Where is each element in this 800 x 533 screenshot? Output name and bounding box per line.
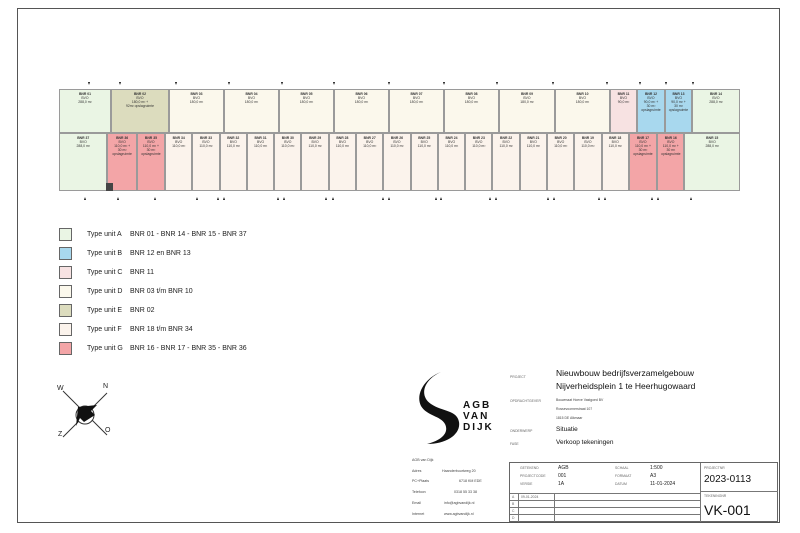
entrance-arrow-icon: [84, 197, 86, 200]
unit-bnr-01: [59, 89, 111, 133]
unit-bnr-27: [356, 133, 383, 191]
unit-area: 180,0 m²: [464, 99, 479, 104]
company-adres: Haanderbuurtweg 20: [442, 469, 476, 473]
unit-name: BNR 30: [281, 136, 294, 140]
logo-mark-icon: [413, 370, 468, 448]
unit-bnr-37: [59, 133, 107, 191]
unit-area: 90,0 m² +: [643, 99, 659, 104]
company-pc-label: PC+Plaats: [412, 479, 430, 483]
entrance-arrow-icon: [332, 197, 334, 200]
legend-units: BNR 02: [130, 306, 155, 314]
unit-area: 110,0 m²: [199, 143, 213, 148]
company-internet[interactable]: www.agbvandijk.nl: [444, 512, 474, 516]
unit-usage: BVO: [366, 139, 374, 144]
unit-usage: BVO: [192, 95, 201, 100]
unit-bnr-16: [657, 133, 684, 191]
unit-area: 288,0 m²: [76, 143, 90, 148]
rev-c: C: [512, 509, 515, 513]
unit-name: BNR 24: [445, 136, 458, 140]
unit-name: BNR 15: [706, 136, 719, 140]
unit-bnr-35: [137, 133, 165, 191]
unit-name: BNR 08: [465, 92, 478, 96]
unit-bnr-32: [220, 133, 247, 191]
unit-bnr-25: [411, 133, 438, 191]
entrance-arrow-icon: [606, 82, 608, 85]
unit-name: BNR 09: [520, 92, 534, 96]
compass-z: Z: [58, 431, 63, 438]
getekend-label: GETEKEND: [520, 466, 539, 470]
company-logo: [413, 370, 503, 450]
unit-bnr-08: [444, 89, 499, 133]
unit-bnr-18: [602, 133, 629, 191]
unit-area: 288,0 m²: [705, 143, 719, 148]
client-label: OPDRACHTGEVER: [510, 399, 541, 403]
unit-extra: 30 m² opslagruimte: [633, 147, 653, 156]
legend-units: BNR 18 t/m BNR 34: [130, 325, 193, 333]
unit-area: 110,0 m²: [390, 143, 404, 148]
floor-plan: [59, 89, 740, 191]
legend-type: Type unit B: [87, 249, 123, 257]
entrance-arrow-icon: [547, 197, 549, 200]
entrance-arrow-icon: [223, 197, 225, 200]
unit-area: 110,0 m²: [581, 143, 595, 148]
unit-bnr-03: [169, 89, 224, 133]
datum: 11-01-2024: [650, 481, 676, 487]
legend-units: BNR 01 - BNR 14 - BNR 15 - BNR 37: [130, 230, 247, 238]
unit-area: 110,0 m²: [281, 143, 295, 148]
entrance-arrow-icon: [277, 197, 279, 200]
entrance-arrow-icon: [217, 197, 219, 200]
unit-name: BNR 16: [664, 136, 677, 140]
tb-divider-h4: [510, 514, 700, 515]
unit-name: BNR 07: [410, 92, 423, 96]
unit-area: 110,0 m²: [253, 143, 268, 148]
unit-usage: BVO: [529, 139, 537, 144]
projectnr-label: PROJECTNR: [704, 466, 725, 470]
unit-name: BNR 12: [644, 92, 658, 96]
unit-area: 180,0 m²: [409, 99, 424, 104]
unit-bnr-19: [574, 133, 601, 191]
entrance-arrow-icon: [388, 82, 390, 85]
entrance-arrow-icon: [325, 197, 327, 200]
unit-name: BNR 27: [363, 136, 376, 140]
unit-area: 110,0 m²: [226, 143, 240, 148]
unit-extra: 30 m² opslagruimte: [668, 103, 689, 112]
company-email-label: Email: [412, 501, 421, 505]
unit-usage: BVO: [79, 139, 87, 144]
legend-type: Type unit F: [87, 325, 122, 333]
company-adres-label: Adres: [412, 469, 422, 473]
unit-name: BNR 04: [245, 92, 258, 96]
tb-divider-v1: [700, 463, 701, 522]
entrance-arrow-icon: [692, 82, 694, 85]
unit-name: BNR 29: [309, 136, 322, 140]
legend-item: [59, 283, 193, 299]
company-name: AGB van Dijk: [412, 458, 434, 462]
entrance-arrow-icon: [440, 197, 442, 200]
unit-area: 180,0 m²: [575, 99, 590, 104]
unit-bnr-34: [165, 133, 192, 191]
schaal: 1:500: [650, 465, 663, 471]
unit-name: BNR 19: [581, 136, 594, 140]
unit-bnr-24: [438, 133, 465, 191]
unit-bnr-17: [629, 133, 657, 191]
unit-area: 110,0 m²: [308, 143, 322, 148]
entrance-arrow-icon: [552, 82, 554, 85]
project-info: [510, 366, 780, 456]
unit-extra: 30 m² opslagruimte: [141, 147, 161, 156]
tb-divider-h3: [510, 507, 700, 508]
unit-name: BNR 06: [355, 92, 368, 96]
unit-usage: BVO: [611, 139, 619, 144]
entrance-arrow-icon: [117, 197, 119, 200]
entrance-arrow-icon: [382, 197, 384, 200]
unit-usage: BVO: [393, 139, 401, 144]
unit-usage: BVO: [118, 139, 126, 144]
unit-usage: BVO: [467, 95, 476, 100]
unit-area: 180,0 m²: [299, 99, 314, 104]
unit-usage: BVO: [284, 139, 292, 144]
unit-name: BNR 26: [390, 136, 403, 140]
tekeningnr-label: TEKENINGNR: [704, 494, 727, 498]
unit-bnr-28: [329, 133, 356, 191]
unit-usage: BVO: [229, 139, 237, 144]
legend-item: [59, 264, 154, 280]
unit-area: 180,0 m²: [520, 99, 534, 104]
unit-area: 180,0 m²: [189, 99, 204, 104]
entrance-arrow-icon: [690, 197, 692, 200]
compass-o: O: [105, 427, 111, 434]
client-2: Rossevoornerstraat 107: [556, 407, 593, 411]
getekend: AGB: [558, 465, 569, 471]
legend-units: BNR 11: [130, 268, 154, 276]
unit-name: BNR 14: [709, 92, 723, 96]
entrance-arrow-icon: [657, 197, 659, 200]
unit-bnr-31: [247, 133, 274, 191]
unit-usage: BVO: [639, 139, 647, 144]
unit-usage: BVO: [447, 139, 456, 144]
unit-area: 110,0 m²: [554, 143, 568, 148]
tb-divider-h1: [510, 493, 700, 494]
entrance-arrow-icon: [604, 197, 606, 200]
unit-area: 288,0 m²: [78, 99, 92, 104]
unit-extra: 30 m² opslagruimte: [112, 147, 132, 156]
entrance-arrow-icon: [639, 82, 641, 85]
entrance-arrow-icon: [154, 197, 156, 200]
entrance-arrow-icon: [443, 82, 445, 85]
unit-usage: BVO: [338, 139, 346, 144]
unit-bnr-06: [334, 89, 389, 133]
versie-label: VERSIE: [520, 482, 533, 486]
unit-usage: BVO: [708, 139, 716, 144]
unit-name: BNR 22: [500, 136, 513, 140]
entrance-arrow-icon: [489, 197, 491, 200]
unit-bnr-04: [224, 89, 279, 133]
unit-name: BNR 03: [190, 92, 203, 96]
unit-bnr-05: [279, 89, 334, 133]
unit-area: 180,0 m²: [354, 99, 369, 104]
tb-divider-h2: [510, 500, 700, 501]
tb-divider-h5: [700, 491, 778, 492]
unit-area: 110,0 m² +: [634, 143, 652, 148]
unit-usage: BVO: [475, 139, 483, 144]
unit-usage: BVO: [584, 139, 592, 144]
legend-swatch: [59, 285, 72, 298]
unit-bnr-21: [520, 133, 547, 191]
unit-bnr-26: [383, 133, 410, 191]
unit-usage: BVO: [147, 139, 155, 144]
unit-bnr-20: [547, 133, 574, 191]
unit-area: 110,0 m²: [335, 143, 349, 148]
unit-area: 110,0 m²: [363, 143, 377, 148]
unit-name: BNR 21: [527, 136, 540, 140]
corner-marker: [106, 183, 113, 191]
unit-name: BNR 32: [227, 136, 240, 140]
unit-name: BNR 18: [609, 136, 622, 140]
client-3: 1815 DE Alkmaar: [556, 416, 583, 420]
unit-name: BNR 13: [672, 92, 685, 96]
unit-area: 110,0 m²: [526, 143, 540, 148]
projectcode: 001: [558, 473, 567, 479]
unit-bnr-15: [684, 133, 740, 191]
title-block: [509, 462, 778, 522]
legend-type: Type unit A: [87, 230, 122, 238]
legend-item: [59, 245, 191, 261]
unit-bnr-23: [465, 133, 492, 191]
unit-area: 110,0 m²: [499, 143, 513, 148]
rev-a: A: [512, 495, 515, 499]
unit-usage: BVO: [247, 95, 256, 100]
phase: Verkoop tekeningen: [556, 439, 614, 446]
unit-usage: BVO: [523, 95, 531, 100]
unit-usage: BVO: [412, 95, 421, 100]
unit-area: 110,0 m² +: [662, 143, 679, 148]
unit-area: 110,0 m² +: [114, 143, 131, 148]
unit-name: BNR 35: [144, 136, 157, 140]
versie: 1A: [558, 481, 565, 487]
company-pc: 6718 KM EDE: [459, 479, 482, 483]
legend-type: Type unit C: [87, 268, 123, 276]
unit-bnr-11: [610, 89, 637, 133]
unit-usage: BVO: [502, 139, 510, 144]
unit-usage: BVO: [647, 95, 655, 100]
projectcode-label: PROJECTCODE: [520, 474, 546, 478]
legend-type: Type unit G: [87, 344, 123, 352]
entrance-arrow-icon: [283, 197, 285, 200]
schaal-label: SCHAAL: [615, 466, 629, 470]
unit-bnr-33: [192, 133, 219, 191]
unit-usage: BVO: [578, 95, 587, 100]
entrance-arrow-icon: [435, 197, 437, 200]
legend-type: Type unit D: [87, 287, 123, 295]
unit-bnr-12: [637, 89, 665, 133]
unit-usage: BVO: [311, 139, 319, 144]
unit-area: 288,0 m²: [709, 99, 723, 104]
entrance-arrow-icon: [281, 82, 283, 85]
legend-swatch: [59, 342, 72, 355]
project-title-2: Nijverheidsplein 1 te Heerhugowaard: [556, 381, 696, 391]
phase-label: FASE: [510, 442, 519, 446]
legend-type: Type unit E: [87, 306, 123, 314]
unit-name: BNR 23: [472, 136, 485, 140]
project-label: PROJECT: [510, 375, 526, 379]
unit-usage: BVO: [674, 95, 683, 100]
unit-usage: BVO: [557, 139, 565, 144]
entrance-arrow-icon: [388, 197, 390, 200]
unit-area: 110,0 m²: [472, 143, 486, 148]
unit-usage: BVO: [667, 139, 675, 144]
unit-area: 110,0 m²: [417, 143, 431, 148]
logo-line-1: AGB: [463, 400, 492, 411]
formaat: A3: [650, 473, 657, 479]
unit-area: 90,0 m² +: [671, 99, 686, 104]
unit-bnr-14: [692, 89, 740, 133]
legend-swatch: [59, 247, 72, 260]
unit-name: BNR 20: [554, 136, 567, 140]
legend-units: BNR 12 en BNR 13: [130, 249, 191, 257]
rev-d: D: [512, 516, 515, 520]
projectnr: 2023-0113: [704, 474, 752, 485]
unit-extra: 92m² opslagruimte: [125, 103, 155, 108]
unit-area: 180,0 m²: [244, 99, 259, 104]
unit-bnr-29: [301, 133, 328, 191]
entrance-arrow-icon: [228, 82, 230, 85]
unit-bnr-07: [389, 89, 444, 133]
unit-bnr-13: [665, 89, 692, 133]
unit-name: BNR 37: [77, 136, 90, 140]
company-tel: 0318 55 33 38: [454, 490, 477, 494]
unit-name: BNR 10: [576, 92, 589, 96]
unit-area: 110,0 m²: [608, 143, 622, 148]
compass: [53, 385, 117, 445]
legend-item: [59, 302, 155, 318]
unit-usage: BVO: [256, 139, 265, 144]
unit-usage: BVO: [357, 95, 366, 100]
unit-bnr-09: [499, 89, 555, 133]
entrance-arrow-icon: [598, 197, 600, 200]
legend-swatch: [59, 304, 72, 317]
unit-area: 110,0 m²: [172, 143, 186, 148]
logo-text: [463, 400, 494, 433]
unit-extra: 30 m² opslagruimte: [661, 147, 681, 156]
unit-name: BNR 36: [116, 136, 129, 140]
unit-name: BNR 17: [636, 136, 650, 140]
legend-swatch: [59, 266, 72, 279]
unit-usage: BVO: [712, 95, 720, 100]
legend-item: [59, 321, 193, 337]
unit-usage: BVO: [302, 95, 311, 100]
unit-name: BNR 02: [133, 92, 147, 96]
company-email[interactable]: info@agbvandijk.nl: [444, 501, 475, 505]
entrance-arrow-icon: [553, 197, 555, 200]
legend-units: BNR 03 t/m BNR 10: [130, 287, 193, 295]
legend-item: [59, 340, 247, 356]
unit-bnr-30: [274, 133, 301, 191]
rev-b: B: [512, 502, 515, 506]
unit-name: BNR 01: [78, 92, 92, 96]
entrance-arrow-icon: [496, 82, 498, 85]
company-internet-label: Internet: [412, 512, 425, 516]
tb-divider-v2: [518, 493, 519, 522]
unit-usage: BVO: [420, 139, 428, 144]
subject: Situatie: [556, 426, 578, 433]
logo-line-3: DIJK: [463, 422, 494, 433]
unit-extra: 30 m² opslagruimte: [641, 103, 661, 112]
unit-area: 110,0 m²: [444, 143, 459, 148]
tekeningnr: VK-001: [704, 502, 751, 518]
entrance-arrow-icon: [119, 82, 121, 85]
formaat-label: FORMAAT: [615, 474, 632, 478]
unit-usage: BVO: [136, 95, 144, 100]
unit-name: BNR 28: [336, 136, 349, 140]
entrance-arrow-icon: [495, 197, 497, 200]
compass-n: N: [103, 383, 109, 390]
unit-name: BNR 05: [300, 92, 313, 96]
subject-label: ONDERWERP: [510, 429, 533, 433]
compass-w: W: [57, 385, 64, 392]
unit-usage: BVO: [81, 95, 89, 100]
rev-a-date: 09-01-2024: [521, 495, 539, 499]
unit-usage: BVO: [175, 139, 183, 144]
unit-name: BNR 25: [418, 136, 431, 140]
unit-area: 110,0 m² +: [142, 143, 159, 148]
entrance-arrow-icon: [651, 197, 653, 200]
legend-swatch: [59, 228, 72, 241]
unit-usage: BVO: [202, 139, 210, 144]
unit-bnr-10: [555, 89, 610, 133]
entrance-arrow-icon: [175, 82, 177, 85]
unit-usage: BVO: [619, 95, 628, 100]
entrance-arrow-icon: [665, 82, 667, 85]
unit-name: BNR 34: [172, 136, 185, 140]
project-title-1: Nieuwbouw bedrijfsverzamelgebouw: [556, 368, 694, 378]
company-tel-label: Telefoon: [412, 490, 426, 494]
entrance-arrow-icon: [88, 82, 90, 85]
unit-bnr-02: [111, 89, 169, 133]
unit-area: 90,0 m²: [617, 99, 630, 104]
unit-area: 180,0 m² +: [131, 99, 149, 104]
entrance-arrow-icon: [196, 197, 198, 200]
client-1: Bouwmaat Hoeve Vastgoed BV: [556, 398, 604, 402]
compass-rose-icon: [53, 385, 117, 445]
tb-divider-v3: [554, 493, 555, 522]
entrance-arrow-icon: [333, 82, 335, 85]
unit-name: BNR 11: [617, 92, 630, 96]
legend-swatch: [59, 323, 72, 336]
legend-item: [59, 226, 247, 242]
logo-line-2: VAN: [463, 411, 490, 422]
unit-name: BNR 31: [254, 136, 267, 140]
unit-bnr-22: [492, 133, 519, 191]
legend-units: BNR 16 - BNR 17 - BNR 35 - BNR 36: [130, 344, 247, 352]
unit-name: BNR 33: [199, 136, 213, 140]
datum-label: DATUM: [615, 482, 627, 486]
